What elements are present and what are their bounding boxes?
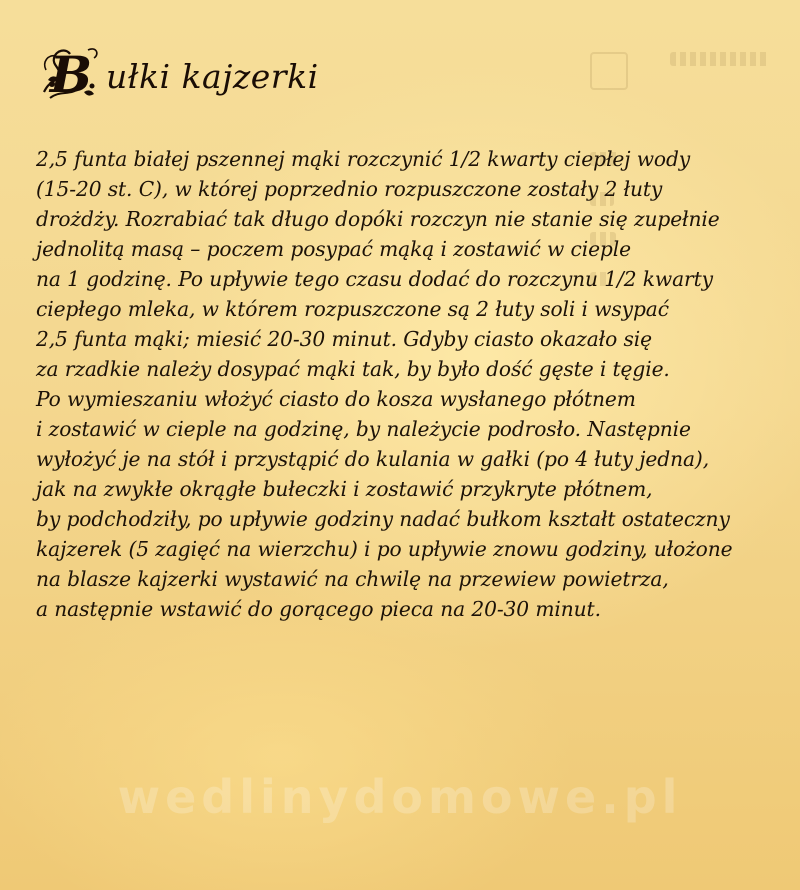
bleed-through-ornament [590,52,628,90]
recipe-text-line: na 1 godzinę. Po upływie tego czasu dodać do rozczynu 1/2 kwarty [36,267,713,291]
ornamental-initial-icon [40,40,102,100]
recipe-text-line: jednolitą masą – poczem posypać mąką i zostawić w cieple [36,237,631,261]
recipe-text-line: jak na zwykłe okrągłe bułeczki i zostawić przykryte płótnem, [36,477,653,501]
recipe-title [40,40,319,100]
recipe-text-line: a następnie wstawić do gorącego pieca na 20-30 minut. [36,597,601,621]
recipe-text-line: 2,5 funta białej pszennej mąki rozczynić 1/2 kwarty ciepłej wody [36,147,691,171]
recipe-text [36,144,786,624]
ornamental-initial [40,40,102,100]
recipe-text-line: wyłożyć je na stół i przystąpić do kulania w gałki (po 4 łuty jedna), [36,447,710,471]
recipe-title-text: ułki kajzerki [106,57,319,96]
recipe-text-line: ciepłego mleka, w którem rozpuszczone są 2 łuty soli i wsypać [36,297,669,321]
watermark: wedlinydomowe.pl [117,770,683,824]
recipe-text-line: i zostawić w cieple na godzinę, by należycie podrosło. Następnie [36,417,691,441]
recipe-text-line: 2,5 funta mąki; miesić 20-30 minut. Gdyby ciasto okazało się [36,327,652,351]
svg-text:B: B [49,45,93,100]
bleed-through-line [670,52,770,66]
recipe-text-line: Po wymieszaniu włożyć ciasto do kosza wysłanego płótnem [36,387,636,411]
recipe-text-line: by podchodziły, po upływie godziny nadać bułkom kształt ostateczny [36,507,730,531]
recipe-text-line: (15-20 st. C), w której poprzednio rozpuszczone zostały 2 łuty [36,177,663,201]
recipe-text-line: drożdży. Rozrabiać tak długo dopóki rozczyn nie stanie się zupełnie [36,207,720,231]
recipe-text-line: za rzadkie należy dosypać mąki tak, by było dość gęste i tęgie. [36,357,670,381]
recipe-text-line: kajzerek (5 zagięć na wierzchu) i po upływie znowu godziny, ułożone [36,537,733,561]
recipe-text-line: na blasze kajzerki wystawić na chwilę na przewiew powietrza, [36,567,669,591]
